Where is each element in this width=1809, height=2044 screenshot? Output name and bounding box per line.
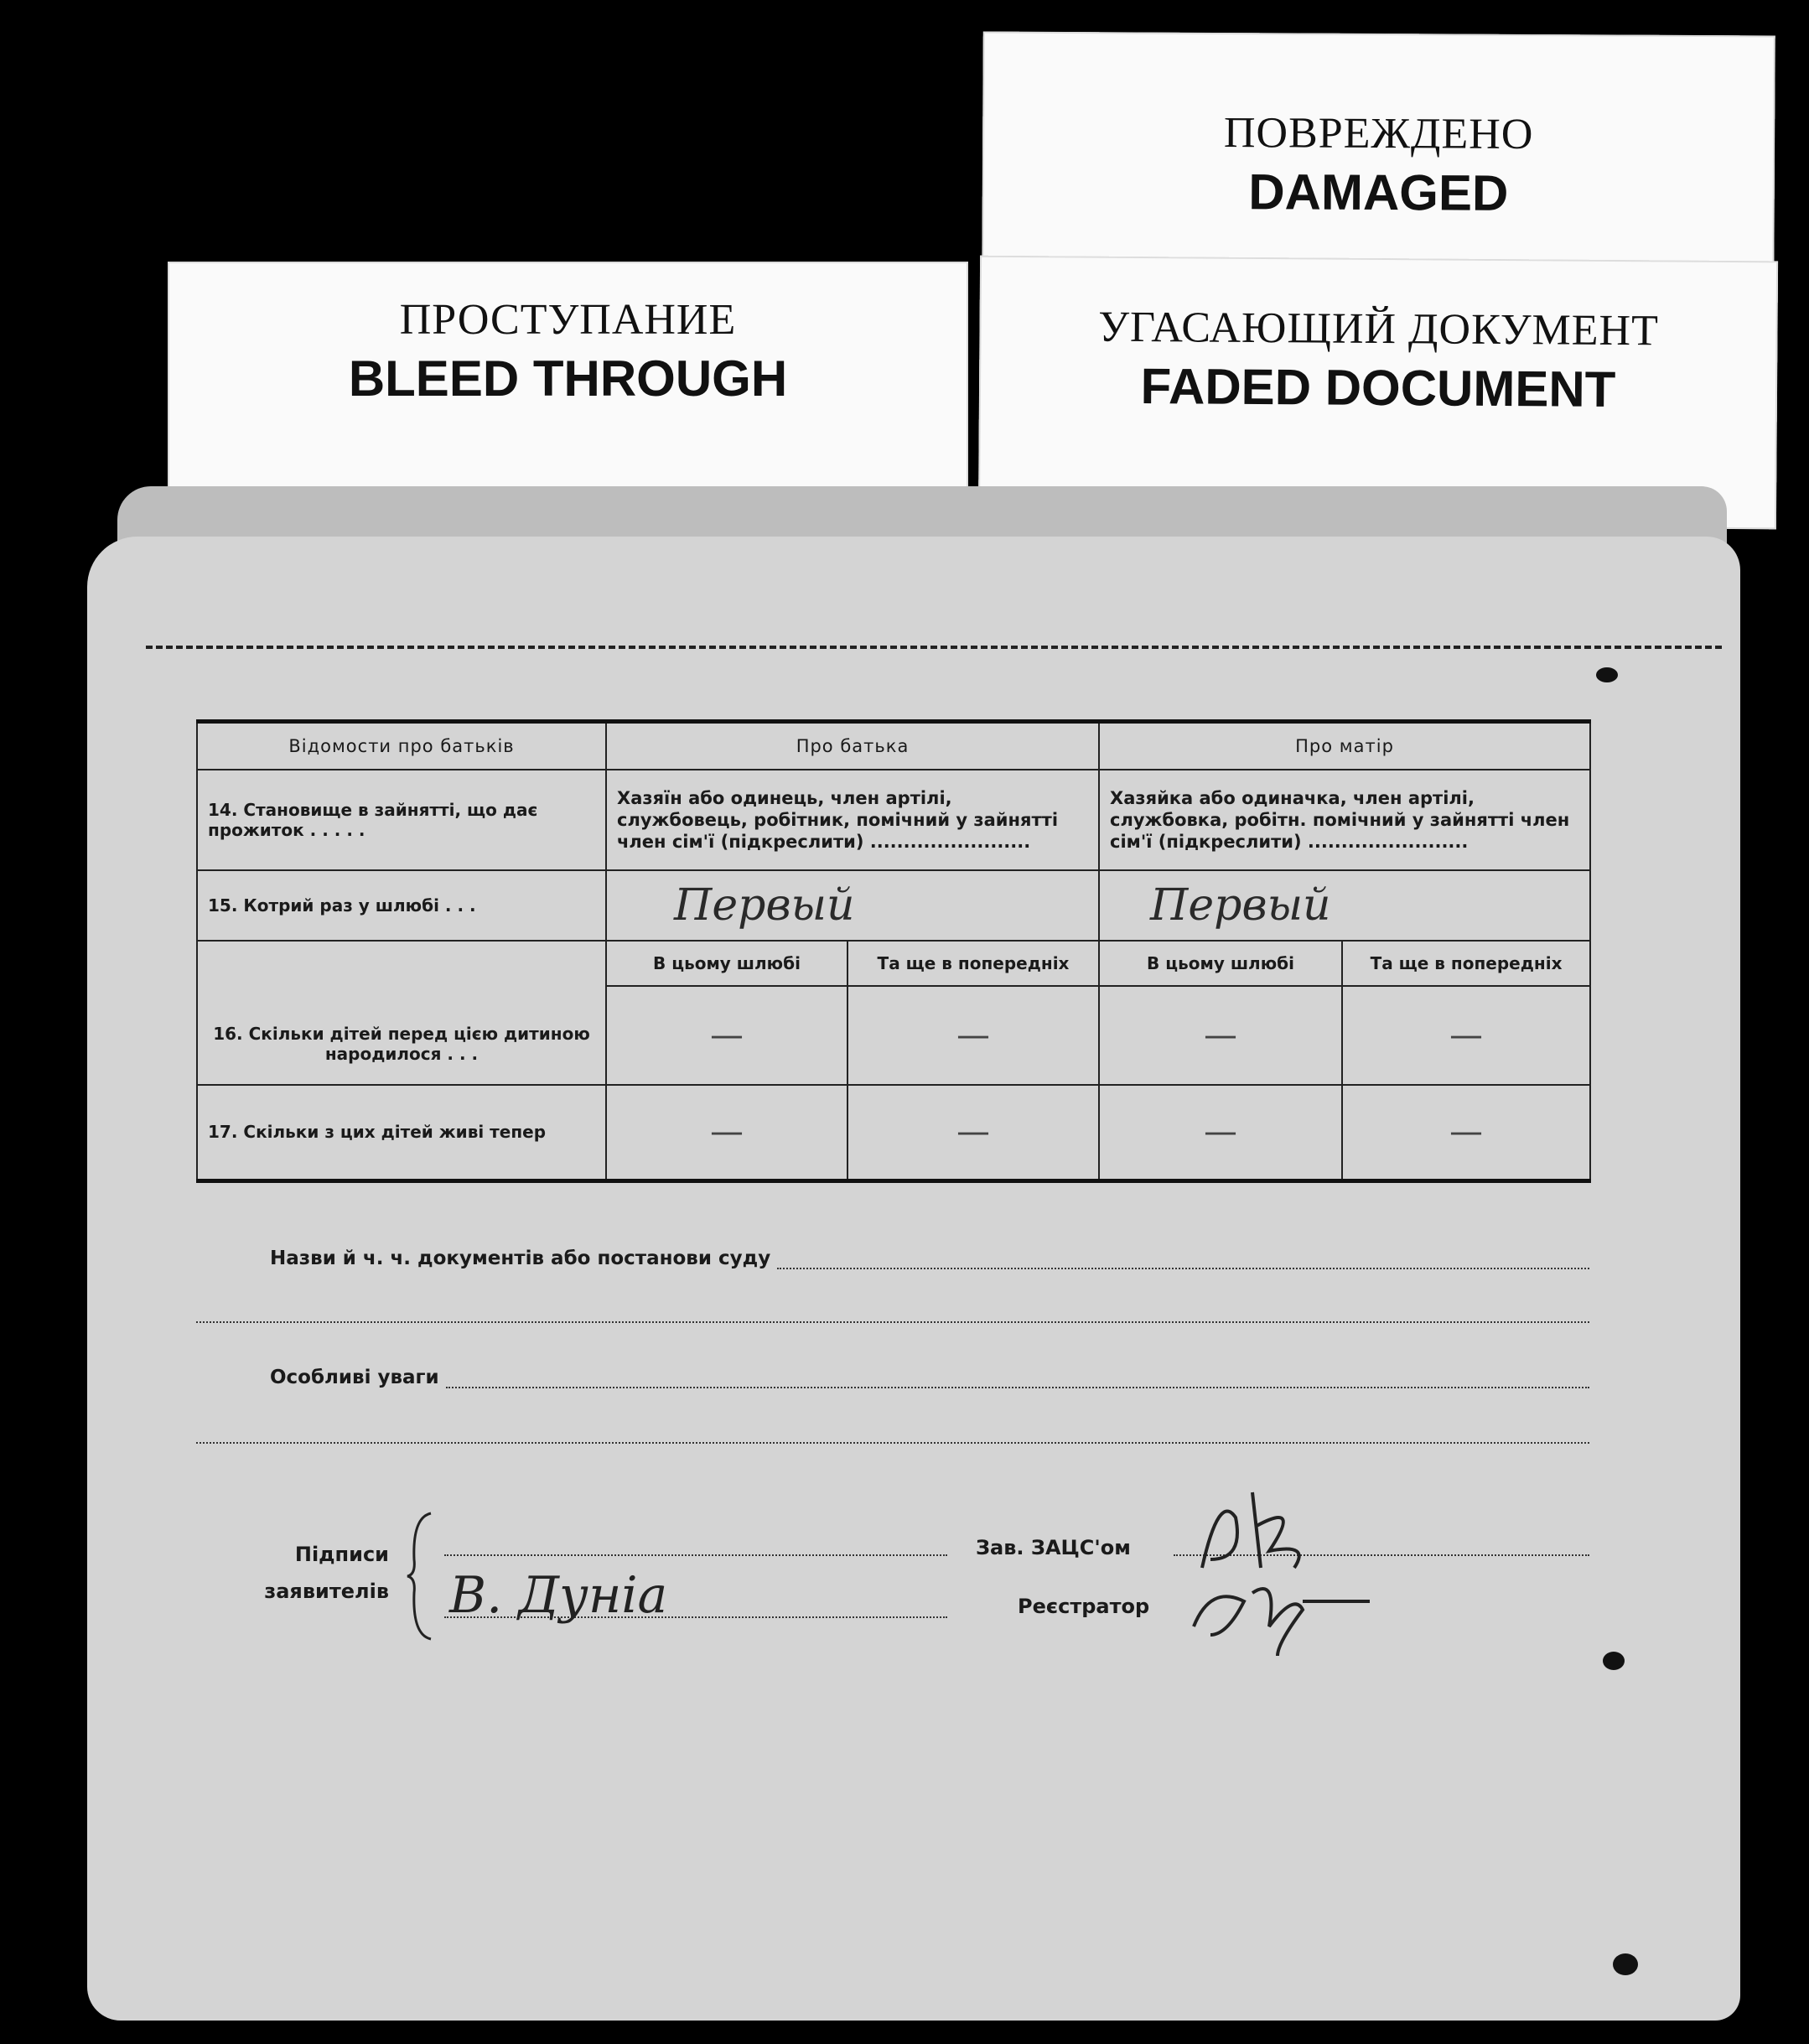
row16-mother-this: — <box>1099 986 1342 1085</box>
bleed-label-ru: ПРОСТУПАНИЕ <box>399 296 737 344</box>
row17-question: 17. Скільки з цих дітей живі тепер <box>197 1085 606 1180</box>
sub-mother-this-marriage: В цьому шлюбі <box>1099 941 1342 986</box>
sub-father-this-marriage: В цьому шлюбі <box>606 941 847 986</box>
row16-father-this: — <box>606 986 847 1085</box>
registrar-label: Реєстратор <box>1018 1595 1150 1618</box>
notes-dotline-2 <box>196 1442 1589 1444</box>
row17-mother-this: — <box>1099 1085 1342 1180</box>
row17-mother-prev: — <box>1342 1085 1590 1180</box>
sub-father-previous: Та ще в попередніх <box>847 941 1099 986</box>
header-father: Про батька <box>606 722 1099 770</box>
documents-label: Назви й ч. ч. документів або постанови суду <box>270 1248 771 1269</box>
row14-mother: Хазяйка або одиначка, член артілі, службовка, робітн. помічний у зайнятті член сім'ї (підкреслити) ........................ <box>1099 770 1590 870</box>
row14-father: Хазяїн або одинець, член артілі, службовець, робітник, помічний у зайнятті член сім'ї (підкреслити) ........................ <box>606 770 1099 870</box>
bleed-label-en: BLEED THROUGH <box>348 350 788 407</box>
applicants-label-line2: заявителів <box>264 1580 389 1603</box>
row14-question: 14. Становище в зайнятті, що дає прожиток . . . . . <box>197 770 606 870</box>
row15-father-handwritten: Первый <box>606 870 1099 941</box>
row16-father-prev: — <box>847 986 1099 1085</box>
applicant-signature: В. Дунiа <box>449 1566 668 1625</box>
official-signatures-scribble <box>1177 1467 1378 1660</box>
notes-field <box>196 1367 1589 1388</box>
documents-field <box>196 1248 1589 1269</box>
punch-hole <box>1613 1953 1638 1975</box>
punch-hole <box>1603 1652 1625 1670</box>
header-parents-info: Відомости про батьків <box>197 722 606 770</box>
row15-question: 15. Котрий раз у шлюбі . . . <box>197 870 606 941</box>
faded-label-en: FADED DOCUMENT <box>1140 358 1616 418</box>
applicants-label <box>255 1536 389 1610</box>
head-of-registry-label: Зав. ЗАЦС'ом <box>976 1536 1131 1559</box>
tear-line <box>146 646 1722 649</box>
documents-dotline-2 <box>196 1321 1589 1323</box>
notes-dotline <box>446 1368 1589 1388</box>
row15-mother-handwritten: Первый <box>1099 870 1590 941</box>
damaged-label-card <box>982 32 1775 288</box>
document-sheet <box>87 537 1740 2021</box>
row16-question: 16. Скільки дітей перед цією дитиною народилося . . . <box>197 941 606 1085</box>
brace-icon <box>406 1509 439 1643</box>
parents-info-table <box>196 719 1589 1183</box>
bleed-through-label-card <box>168 262 968 521</box>
damaged-label-en: DAMAGED <box>1248 163 1509 221</box>
row17-father-this: — <box>606 1085 847 1180</box>
punch-hole <box>1596 667 1618 682</box>
row17-father-prev: — <box>847 1085 1099 1180</box>
applicants-label-line1: Підписи <box>294 1543 389 1566</box>
faded-label-ru: УГАСАЮЩИЙ ДОКУМЕНТ <box>1098 303 1660 355</box>
damaged-label-ru: ПОВРЕЖДЕНО <box>1223 109 1534 158</box>
applicant-sign-line-1 <box>444 1554 947 1556</box>
notes-label: Особливі уваги <box>270 1367 439 1388</box>
header-mother: Про матір <box>1099 722 1590 770</box>
documents-dotline <box>777 1249 1589 1269</box>
row16-mother-prev: — <box>1342 986 1590 1085</box>
sub-mother-previous: Та ще в попередніх <box>1342 941 1590 986</box>
